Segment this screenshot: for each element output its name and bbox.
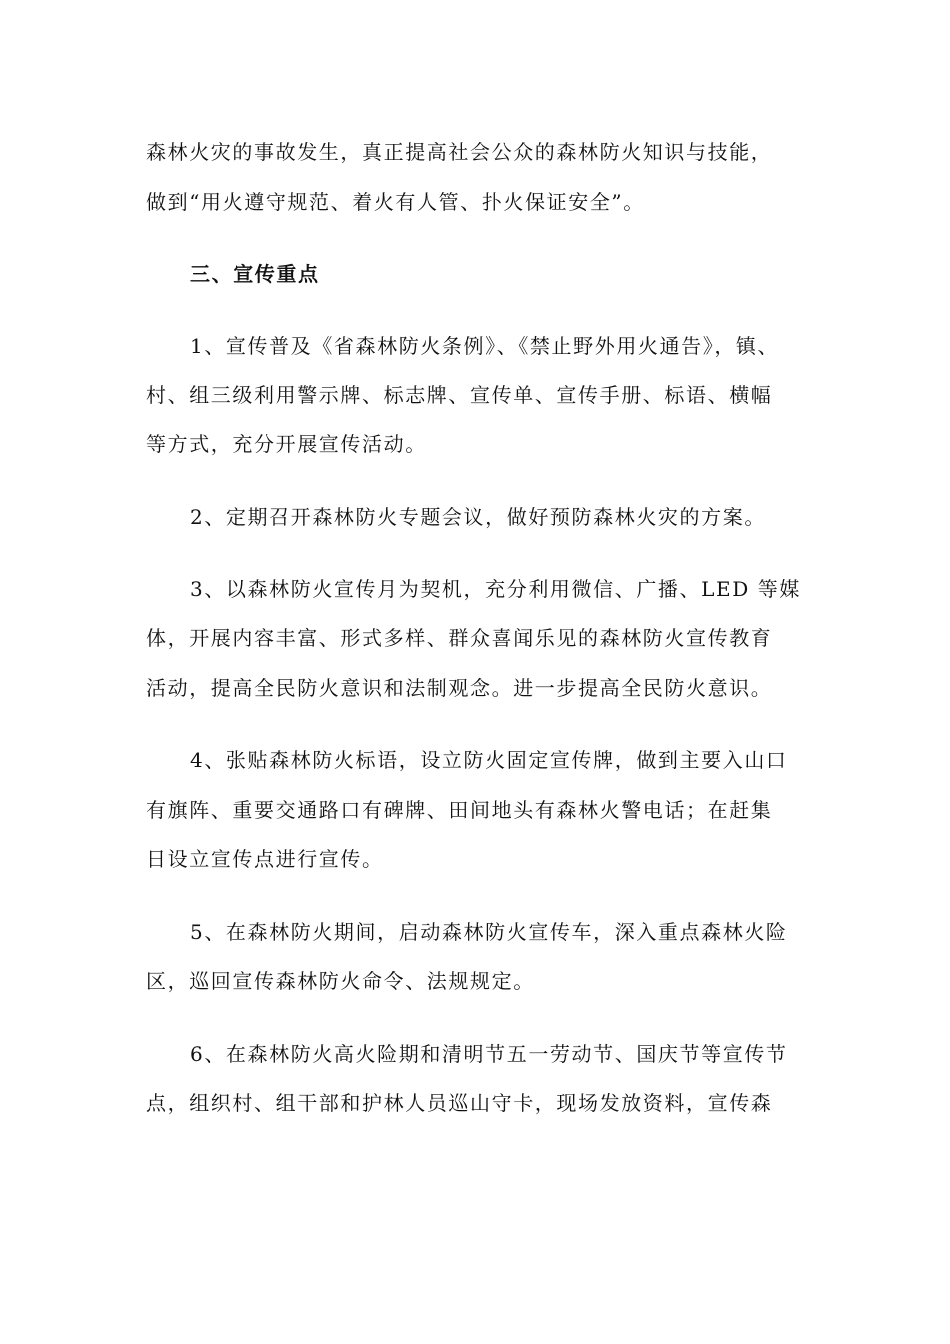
paragraph-line: 点，组织村、组干部和护林人员巡山守卡，现场发放资料，宣传森 <box>146 1091 773 1115</box>
paragraph-line: 体，开展内容丰富、形式多样、群众喜闻乐见的森林防火宣传教育 <box>146 626 773 650</box>
intro-line-1: 森林火灾的事故发生，真正提高社会公众的森林防火知识与技能， <box>146 140 773 164</box>
paragraph-line: 区，巡回宣传森林防火命令、法规规定。 <box>146 969 535 993</box>
paragraph-line: 1、宣传普及《省森林防火条例》、《禁止野外用火通告》，镇、 <box>190 334 780 358</box>
section-heading: 三、宣传重点 <box>190 262 320 286</box>
paragraph-line: 2、定期召开森林防火专题会议，做好预防森林火灾的方案。 <box>190 505 766 529</box>
paragraph-line: 6、在森林防火高火险期和清明节五一劳动节、国庆节等宣传节 <box>190 1042 788 1066</box>
paragraph-line: 村、组三级利用警示牌、标志牌、宣传单、宣传手册、标语、横幅 <box>146 383 773 407</box>
paragraph-line: 活动，提高全民防火意识和法制观念。进一步提高全民防火意识。 <box>146 676 773 700</box>
paragraph-line: 3、以森林防火宣传月为契机，充分利用微信、广播、LED 等媒 <box>190 577 801 601</box>
paragraph-line: 等方式，充分开展宣传活动。 <box>146 432 427 456</box>
paragraph-line: 日设立宣传点进行宣传。 <box>146 847 384 871</box>
paragraph-line: 有旗阵、重要交通路口有碑牌、田间地头有森林火警电话；在赶集 <box>146 798 773 822</box>
intro-line-2: 做到“用火遵守规范、着火有人管、扑火保证安全”。 <box>146 190 645 214</box>
paragraph-line: 4、张贴森林防火标语，设立防火固定宣传牌，做到主要入山口 <box>190 748 788 772</box>
paragraph-line: 5、在森林防火期间，启动森林防火宣传车，深入重点森林火险 <box>190 920 788 944</box>
